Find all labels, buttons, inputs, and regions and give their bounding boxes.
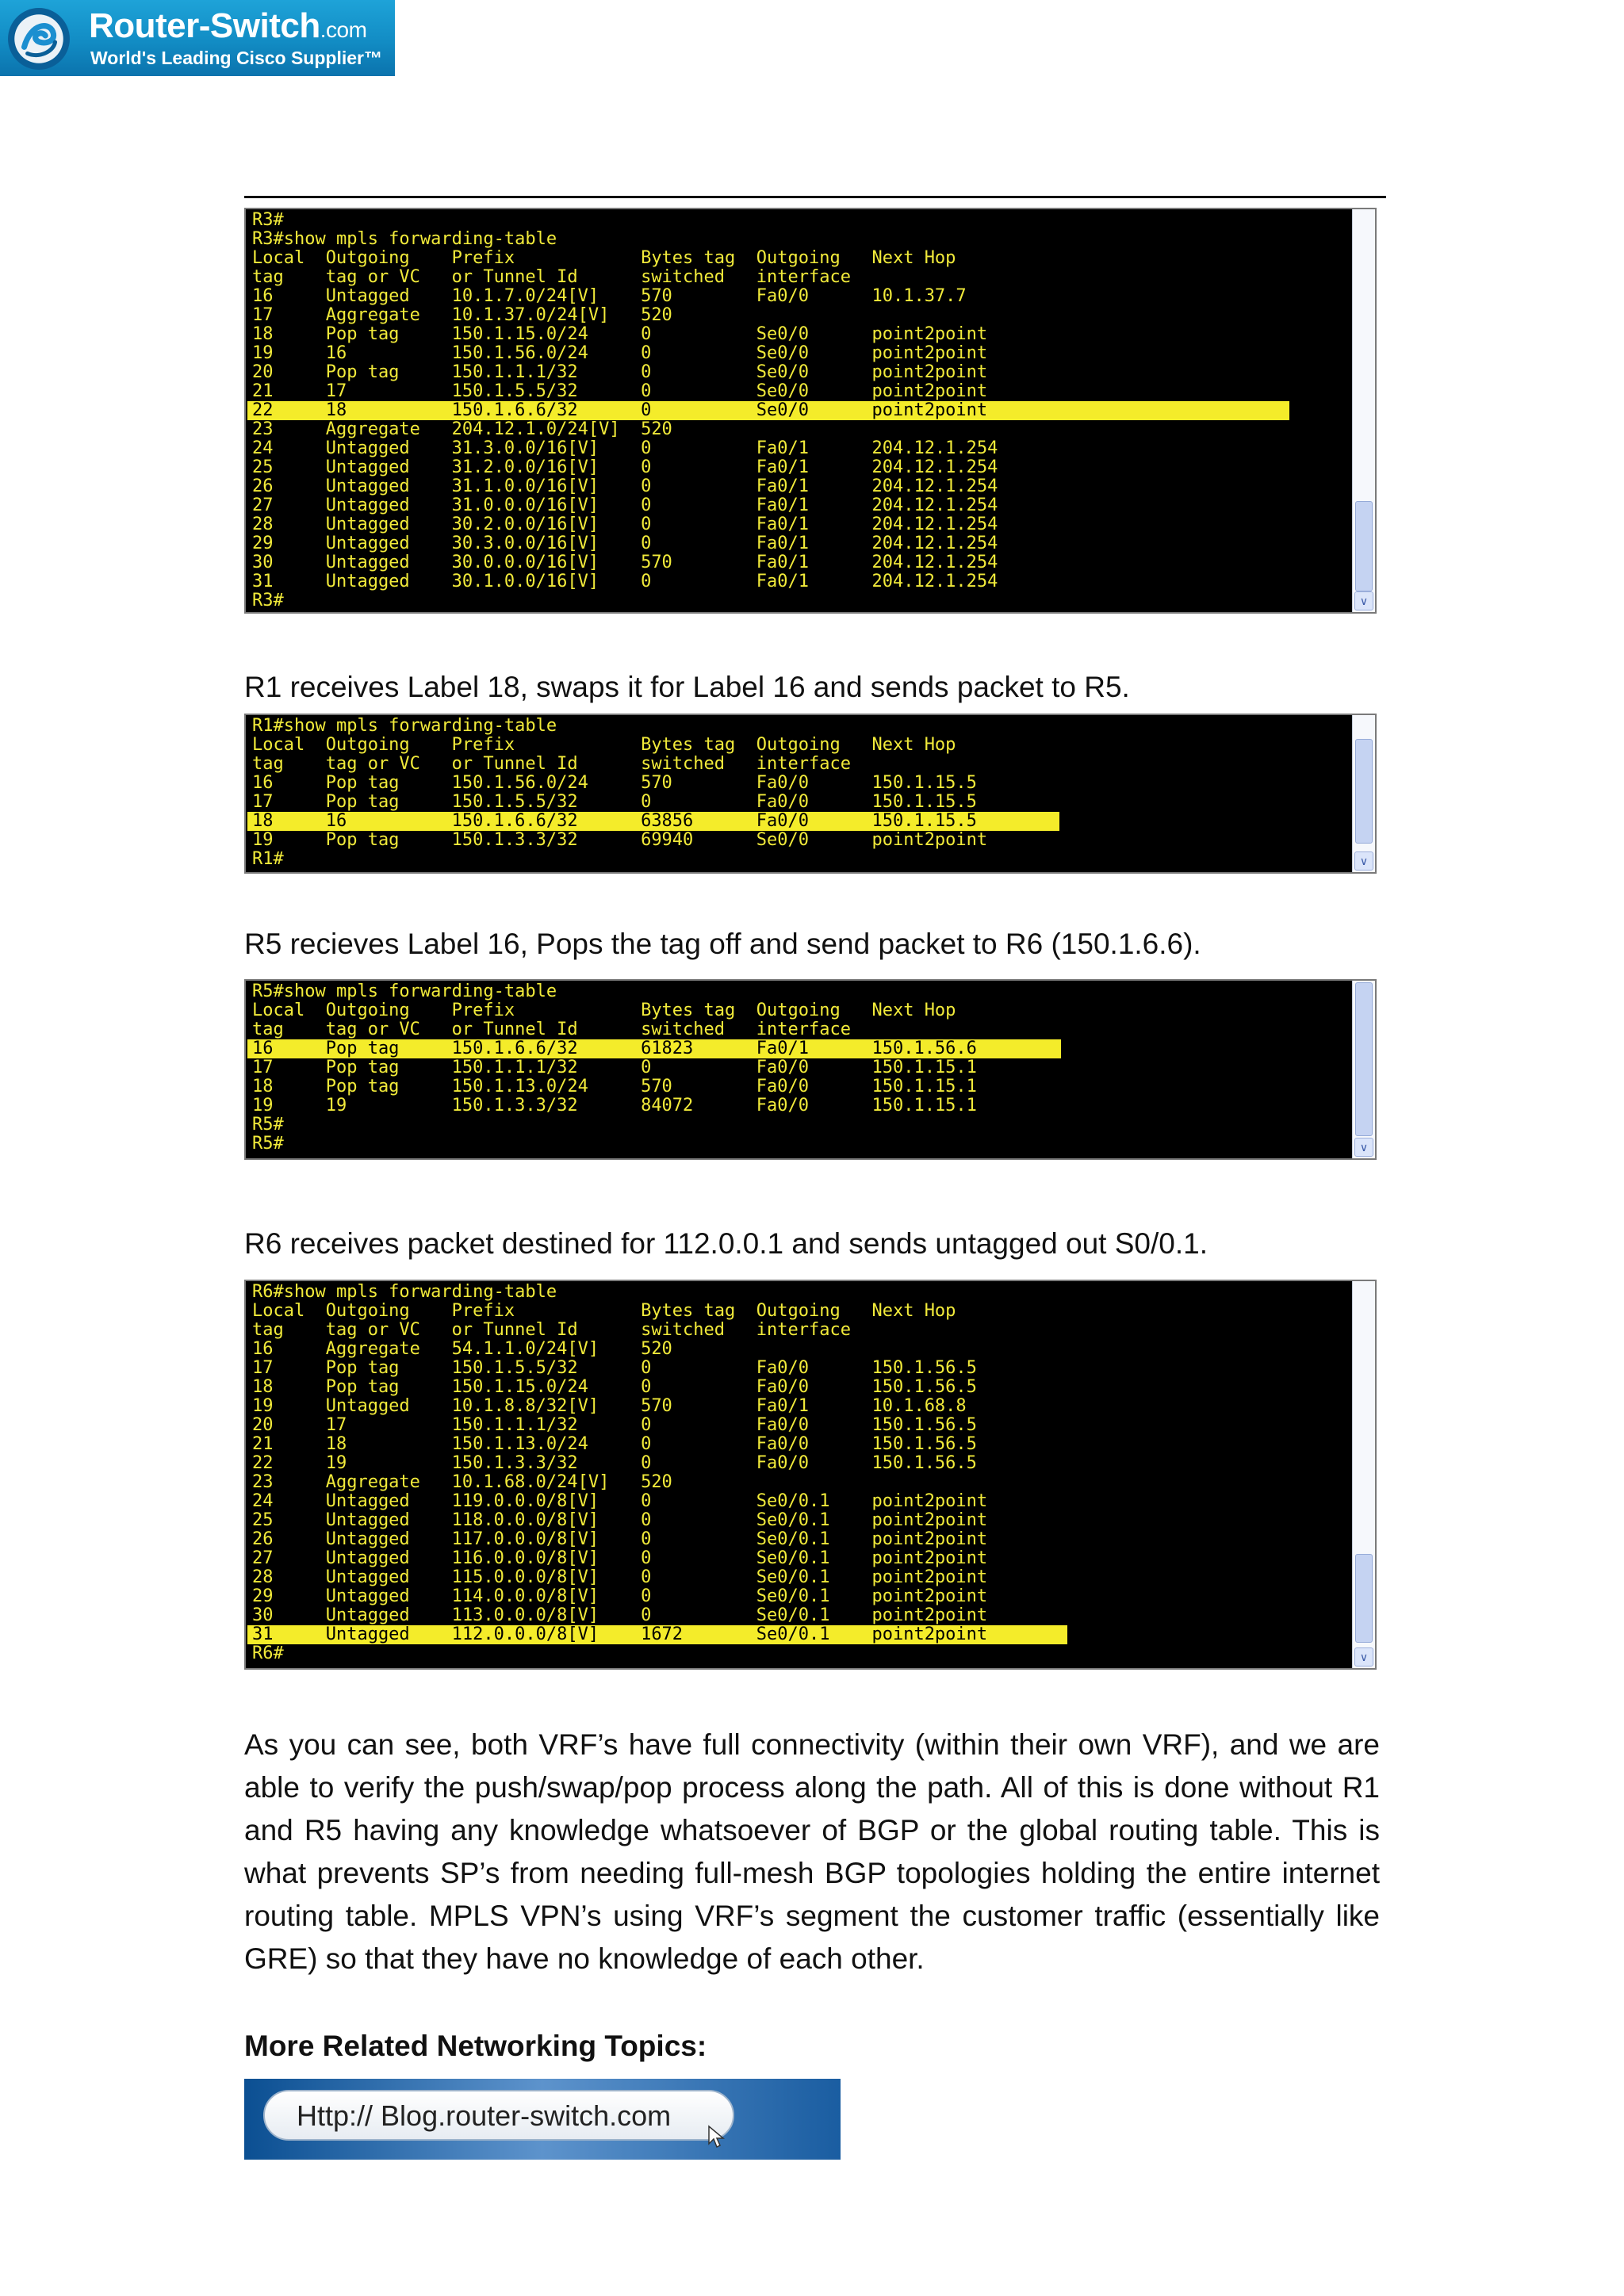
body-paragraph: As you can see, both VRF’s have full connectivity (within their own VRF), and we are able to verify the push/swap/pop process along the path. All of this is done without R1 and R5 having any knowledge whatsoever of BGP or the global routing table. This is what prevents SP’s from needing full-mesh BGP topologies holding the entire internet routing table. MPLS VPN’s using VRF’s segment the customer traffic (essentially like GRE) so that they have no knowledge of each other. [244,1728,1380,1975]
terminal-line: 25 Untagged 118.0.0.0/8[V] 0 Se0/0.1 point2point [252,1510,988,1530]
terminal-r6 [244,1280,1377,1670]
terminal-line: R1# [252,849,284,869]
terminal-line: tag tag or VC or Tunnel Id switched interface [252,754,851,774]
related-topics-heading: More Related Networking Topics: [244,2030,707,2062]
terminal-output [252,717,1343,869]
logo-swirl-icon [6,6,71,71]
terminal-line: tag tag or VC or Tunnel Id switched interface [252,1020,851,1039]
terminal-line-highlighted: 16 Pop tag 150.1.6.6/32 61823 Fa0/1 150.1.56.6 [252,1039,977,1058]
scrollbar[interactable] [1352,981,1375,1158]
terminal-line: R5# [252,1134,284,1154]
terminal-line: 19 Pop tag 150.1.3.3/32 69940 Se0/0 point2point [252,830,988,850]
terminal-line: 17 Pop tag 150.1.5.5/32 0 Fa0/0 150.1.15.5 [252,792,977,812]
terminal-r5 [244,979,1377,1160]
blog-link-banner[interactable] [244,2079,841,2160]
mouse-cursor-icon [707,2125,725,2149]
terminal-line: 22 19 150.1.3.3/32 0 Fa0/0 150.1.56.5 [252,1453,977,1473]
terminal-line: 24 Untagged 119.0.0.0/8[V] 0 Se0/0.1 point2point [252,1491,988,1511]
terminal-line: 28 Untagged 30.2.0.0/16[V] 0 Fa0/1 204.12.1.254 [252,515,998,534]
router-switch-logo [0,0,395,76]
terminal-line: 20 17 150.1.1.1/32 0 Fa0/0 150.1.56.5 [252,1415,977,1435]
scroll-down-icon[interactable]: ∨ [1354,1647,1373,1667]
terminal-line: 21 17 150.1.5.5/32 0 Se0/0 point2point [252,381,988,401]
terminal-line: 29 Untagged 30.3.0.0/16[V] 0 Fa0/1 204.12.1.254 [252,534,998,553]
terminal-line: 18 Pop tag 150.1.13.0/24 570 Fa0/0 150.1.15.1 [252,1077,977,1096]
scrollbar-thumb[interactable] [1355,982,1373,1136]
logo-tagline: World's Leading Cisco Supplier™ [90,48,382,68]
scrollbar-thumb[interactable] [1355,739,1373,844]
scrollbar-thumb[interactable] [1355,501,1373,591]
terminal-line: 19 19 150.1.3.3/32 84072 Fa0/0 150.1.15.1 [252,1096,977,1115]
terminal-line-highlighted: 18 16 150.1.6.6/32 63856 Fa0/0 150.1.15.5 [252,811,977,831]
terminal-line-highlighted: 31 Untagged 112.0.0.0/8[V] 1672 Se0/0.1 point2point [252,1624,988,1644]
terminal-line: 19 Untagged 10.1.8.8/32[V] 570 Fa0/1 10.1.68.8 [252,1396,967,1416]
scrollbar-thumb[interactable] [1355,1554,1373,1643]
terminal-line: Local Outgoing Prefix Bytes tag Outgoing Next Hop [252,1301,956,1321]
terminal-r1 [244,714,1377,874]
terminal-output [252,211,1343,610]
terminal-line-highlighted: 22 18 150.1.6.6/32 0 Se0/0 point2point [252,400,988,420]
terminal-line: 30 Untagged 113.0.0.0/8[V] 0 Se0/0.1 point2point [252,1605,988,1625]
terminal-line: 21 18 150.1.13.0/24 0 Fa0/0 150.1.56.5 [252,1434,977,1454]
terminal-line: 30 Untagged 30.0.0.0/16[V] 570 Fa0/1 204.12.1.254 [252,553,998,572]
terminal-line: 18 Pop tag 150.1.15.0/24 0 Se0/0 point2point [252,324,988,344]
terminal-line: R5# [252,1115,284,1135]
terminal-line: 29 Untagged 114.0.0.0/8[V] 0 Se0/0.1 point2point [252,1586,988,1606]
terminal-line: 18 Pop tag 150.1.15.0/24 0 Fa0/0 150.1.56.5 [252,1377,977,1397]
terminal-output [252,982,1343,1154]
terminal-line: 25 Untagged 31.2.0.0/16[V] 0 Fa0/1 204.12.1.254 [252,457,998,477]
terminal-line: Local Outgoing Prefix Bytes tag Outgoing Next Hop [252,1001,956,1020]
terminal-line: R3#show mpls forwarding-table [252,229,557,249]
terminal-line: tag tag or VC or Tunnel Id switched interface [252,1320,851,1340]
blog-url[interactable]: Http:// Blog.router-switch.com [297,2099,672,2132]
terminal-line: R6#show mpls forwarding-table [252,1282,557,1302]
terminal-line: 17 Pop tag 150.1.1.1/32 0 Fa0/0 150.1.15.1 [252,1058,977,1077]
scrollbar[interactable] [1352,1281,1375,1668]
terminal-line: 23 Aggregate 10.1.68.0/24[V] 520 [252,1472,672,1492]
terminal-line: R3# [252,210,284,230]
logo-brand [89,6,366,46]
terminal-line: 16 Pop tag 150.1.56.0/24 570 Fa0/0 150.1.15.5 [252,773,977,793]
scroll-down-icon[interactable]: ∨ [1354,851,1373,871]
terminal-line: R6# [252,1644,284,1663]
header-divider [244,196,1386,198]
terminal-line: Local Outgoing Prefix Bytes tag Outgoing Next Hop [252,735,956,755]
terminal-line: 23 Aggregate 204.12.1.0/24[V] 520 [252,419,672,439]
caption-r6: R6 receives packet destined for 112.0.0.1 and sends untagged out S0/0.1. [244,1227,1208,1260]
terminal-line: tag tag or VC or Tunnel Id switched interface [252,267,851,287]
terminal-line: 16 Untagged 10.1.7.0/24[V] 570 Fa0/0 10.1.37.7 [252,286,967,306]
scroll-down-icon[interactable]: ∨ [1354,591,1373,610]
terminal-line: R1#show mpls forwarding-table [252,716,557,736]
terminal-line: 19 16 150.1.56.0/24 0 Se0/0 point2point [252,343,988,363]
terminal-line: 17 Pop tag 150.1.5.5/32 0 Fa0/0 150.1.56.5 [252,1358,977,1378]
terminal-output [252,1283,1343,1663]
scrollbar[interactable] [1352,715,1375,872]
terminal-line: 27 Untagged 31.0.0.0/16[V] 0 Fa0/1 204.12.1.254 [252,496,998,515]
scrollbar[interactable] [1352,209,1375,612]
terminal-line: 27 Untagged 116.0.0.0/8[V] 0 Se0/0.1 point2point [252,1548,988,1568]
caption-r1: R1 receives Label 18, swaps it for Label 16 and sends packet to R5. [244,671,1130,703]
terminal-r3 [244,208,1377,614]
terminal-line: 26 Untagged 117.0.0.0/8[V] 0 Se0/0.1 point2point [252,1529,988,1549]
terminal-line: 20 Pop tag 150.1.1.1/32 0 Se0/0 point2point [252,362,988,382]
terminal-line: 26 Untagged 31.1.0.0/16[V] 0 Fa0/1 204.12.1.254 [252,476,998,496]
terminal-line: R3# [252,591,284,610]
caption-r5: R5 recieves Label 16, Pops the tag off and send packet to R6 (150.1.6.6). [244,928,1201,960]
terminal-line: 17 Aggregate 10.1.37.0/24[V] 520 [252,305,672,325]
terminal-line: R5#show mpls forwarding-table [252,982,557,1001]
terminal-line: 31 Untagged 30.1.0.0/16[V] 0 Fa0/1 204.12.1.254 [252,572,998,591]
terminal-line: 28 Untagged 115.0.0.0/8[V] 0 Se0/0.1 point2point [252,1567,988,1587]
terminal-line: Local Outgoing Prefix Bytes tag Outgoing Next Hop [252,248,956,268]
terminal-line: 24 Untagged 31.3.0.0/16[V] 0 Fa0/1 204.12.1.254 [252,438,998,458]
scroll-down-icon[interactable]: ∨ [1354,1138,1373,1157]
terminal-line: 16 Aggregate 54.1.1.0/24[V] 520 [252,1339,672,1359]
logo-brand-suffix: .com [320,17,367,42]
logo-brand-main: Router-Switch [89,6,320,45]
